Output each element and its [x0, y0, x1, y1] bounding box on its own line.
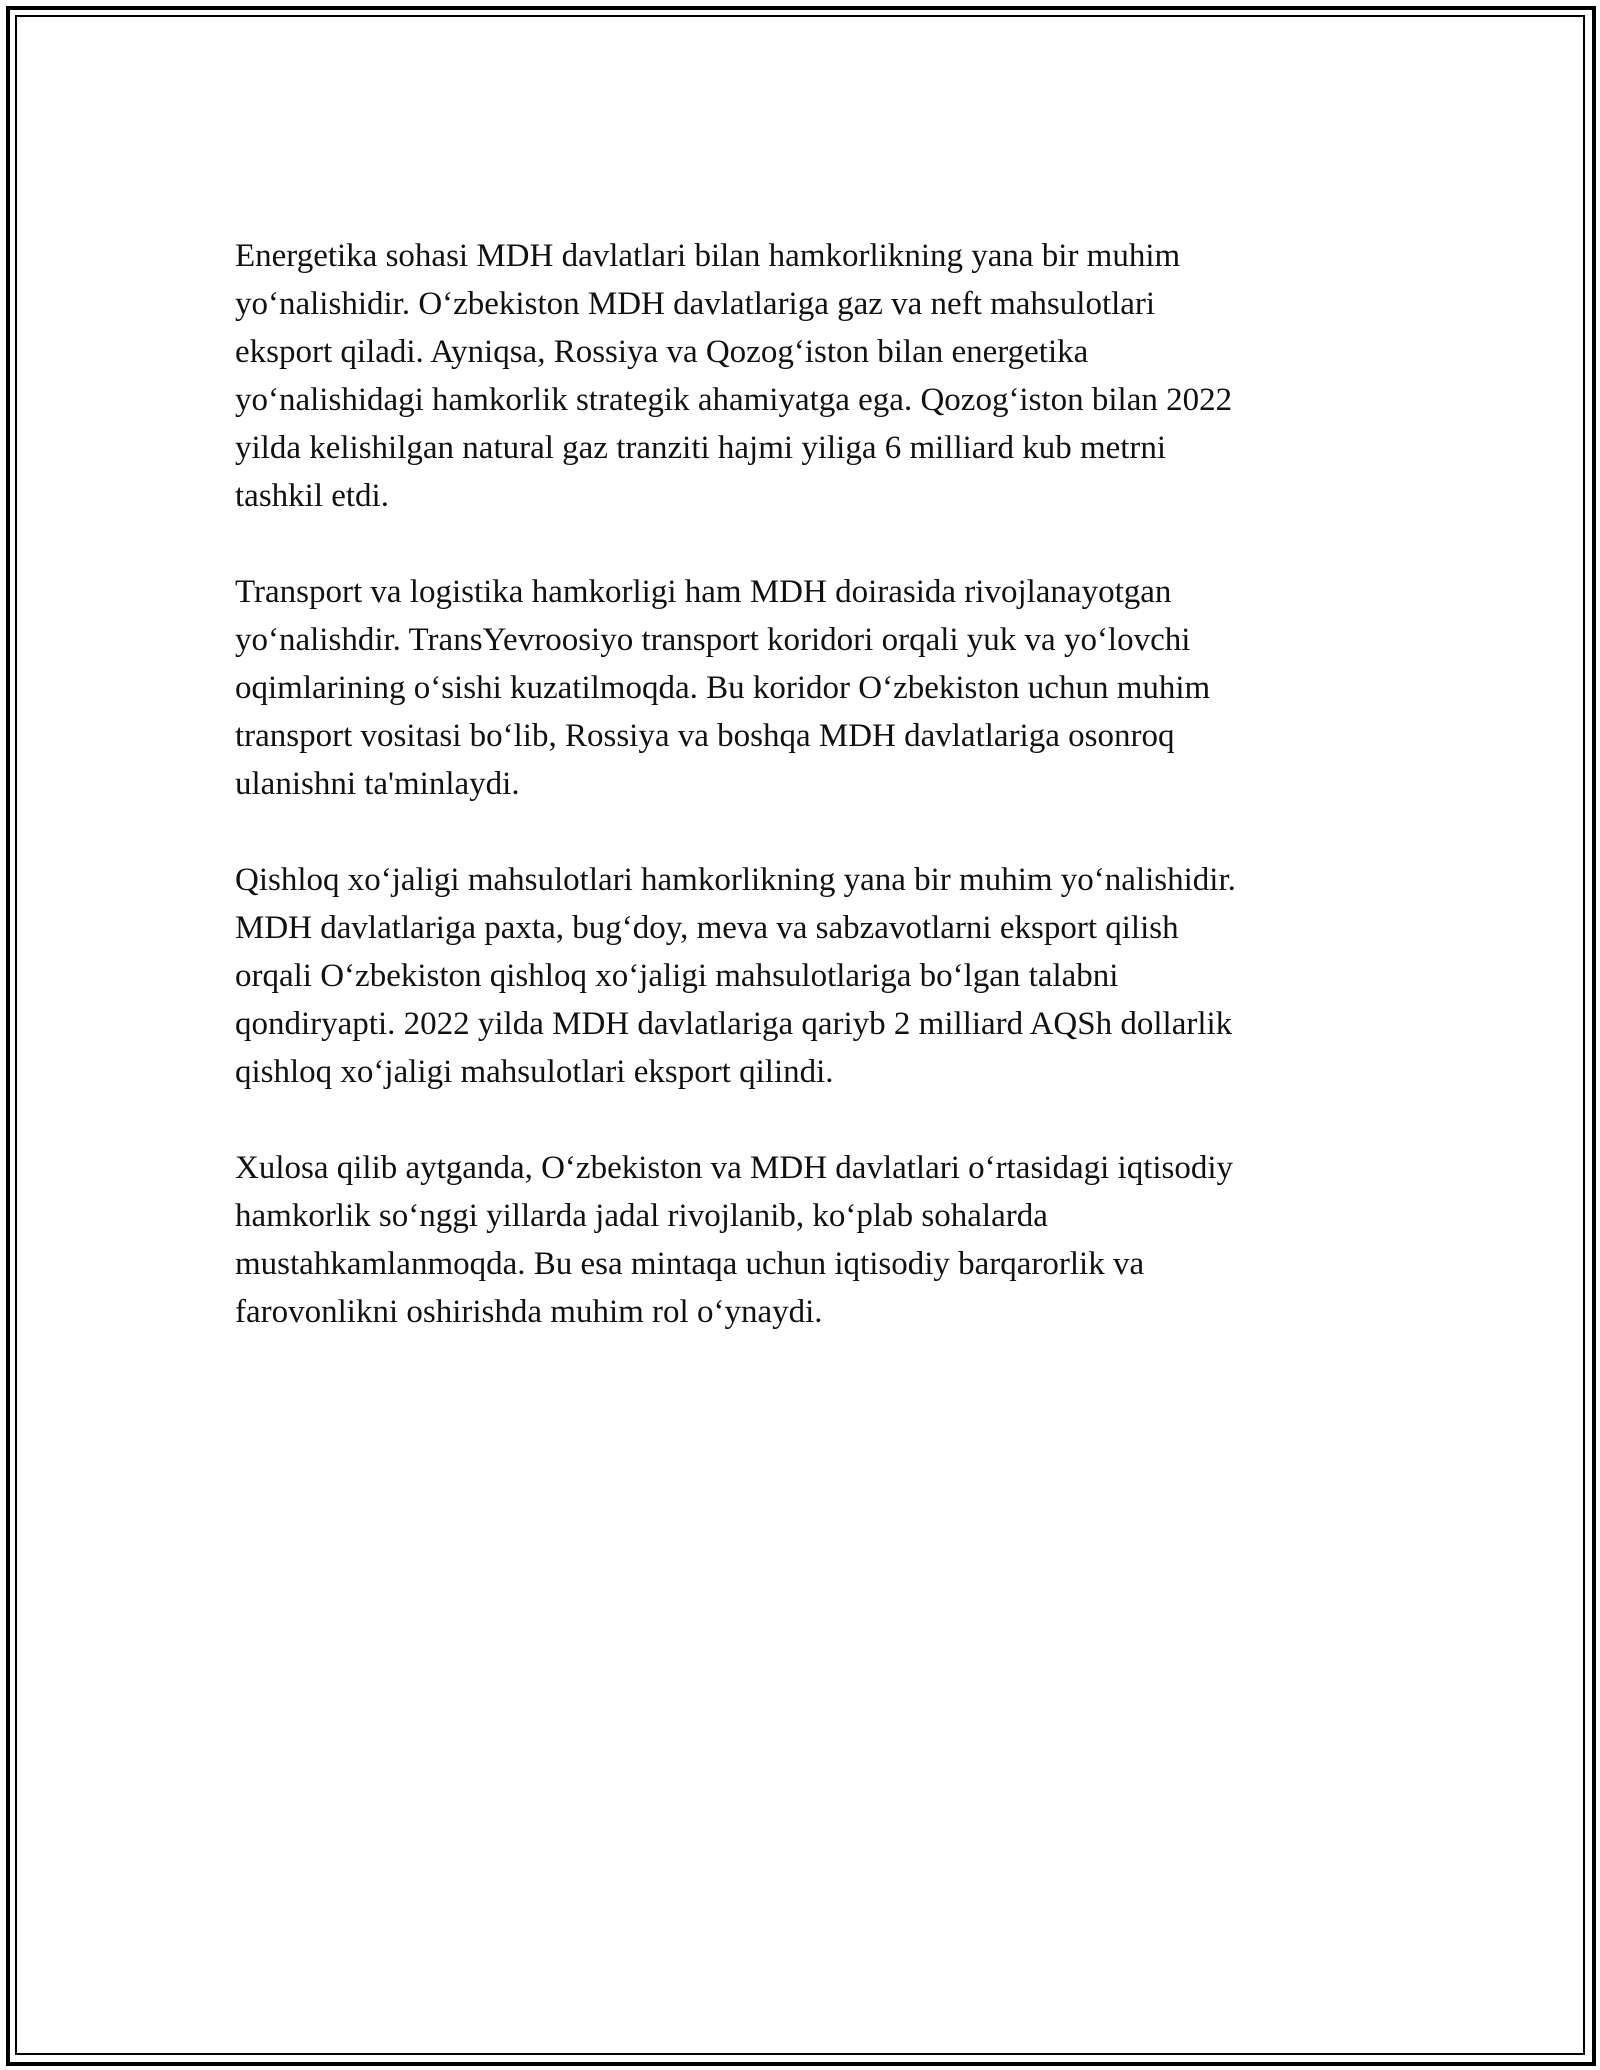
text-line: yo‘nalishidir. O‘zbekiston MDH davlatlariga gaz va neft mahsulotlari [235, 286, 1156, 322]
document-body [235, 232, 1365, 1384]
text-line: Transport va logistika hamkorligi ham MDH doirasida rivojlanayotgan [235, 574, 1172, 610]
text-line: tashkil etdi. [235, 478, 389, 514]
text-line: mustahkamlanmoqda. Bu esa mintaqa uchun iqtisodiy barqarorlik va [235, 1246, 1145, 1282]
text-line: qishloq xo‘jaligi mahsulotlari eksport qilindi. [235, 1054, 834, 1090]
paragraph-energy [235, 232, 1365, 520]
text-line: orqali O‘zbekiston qishloq xo‘jaligi mahsulotlariga bo‘lgan talabni [235, 958, 1119, 994]
text-line: ulanishni ta'minlaydi. [235, 766, 520, 802]
text-line: Xulosa qilib aytganda, O‘zbekiston va MDH davlatlari o‘rtasidagi iqtisodiy [235, 1150, 1234, 1186]
paragraph-conclusion [235, 1144, 1365, 1336]
text-line: farovonlikni oshirishda muhim rol o‘ynaydi. [235, 1294, 823, 1330]
text-line: Qishloq xo‘jaligi mahsulotlari hamkorlikning yana bir muhim yo‘nalishidir. [235, 862, 1236, 898]
text-line: yilda kelishilgan natural gaz tranziti hajmi yiliga 6 milliard kub metrni [235, 430, 1167, 466]
text-line: transport vositasi bo‘lib, Rossiya va boshqa MDH davlatlariga osonroq [235, 718, 1175, 754]
paragraph-transport [235, 568, 1365, 808]
text-line: MDH davlatlariga paxta, bug‘doy, meva va sabzavotlarni eksport qilish [235, 910, 1179, 946]
paragraph-agriculture [235, 856, 1365, 1096]
text-line: eksport qiladi. Ayniqsa, Rossiya va Qozog‘iston bilan energetika [235, 334, 1089, 370]
text-line: yo‘nalishdir. TransYevroosiyo transport koridori orqali yuk va yo‘lovchi [235, 622, 1191, 658]
text-line: qondiryapti. 2022 yilda MDH davlatlariga qariyb 2 milliard AQSh dollarlik [235, 1006, 1233, 1042]
text-line: Energetika sohasi MDH davlatlari bilan hamkorlikning yana bir muhim [235, 238, 1181, 274]
text-line: hamkorlik so‘nggi yillarda jadal rivojlanib, ko‘plab sohalarda [235, 1198, 1048, 1234]
text-line: yo‘nalishidagi hamkorlik strategik ahamiyatga ega. Qozog‘iston bilan 2022 [235, 382, 1233, 418]
text-line: oqimlarining o‘sishi kuzatilmoqda. Bu koridor O‘zbekiston uchun muhim [235, 670, 1211, 706]
